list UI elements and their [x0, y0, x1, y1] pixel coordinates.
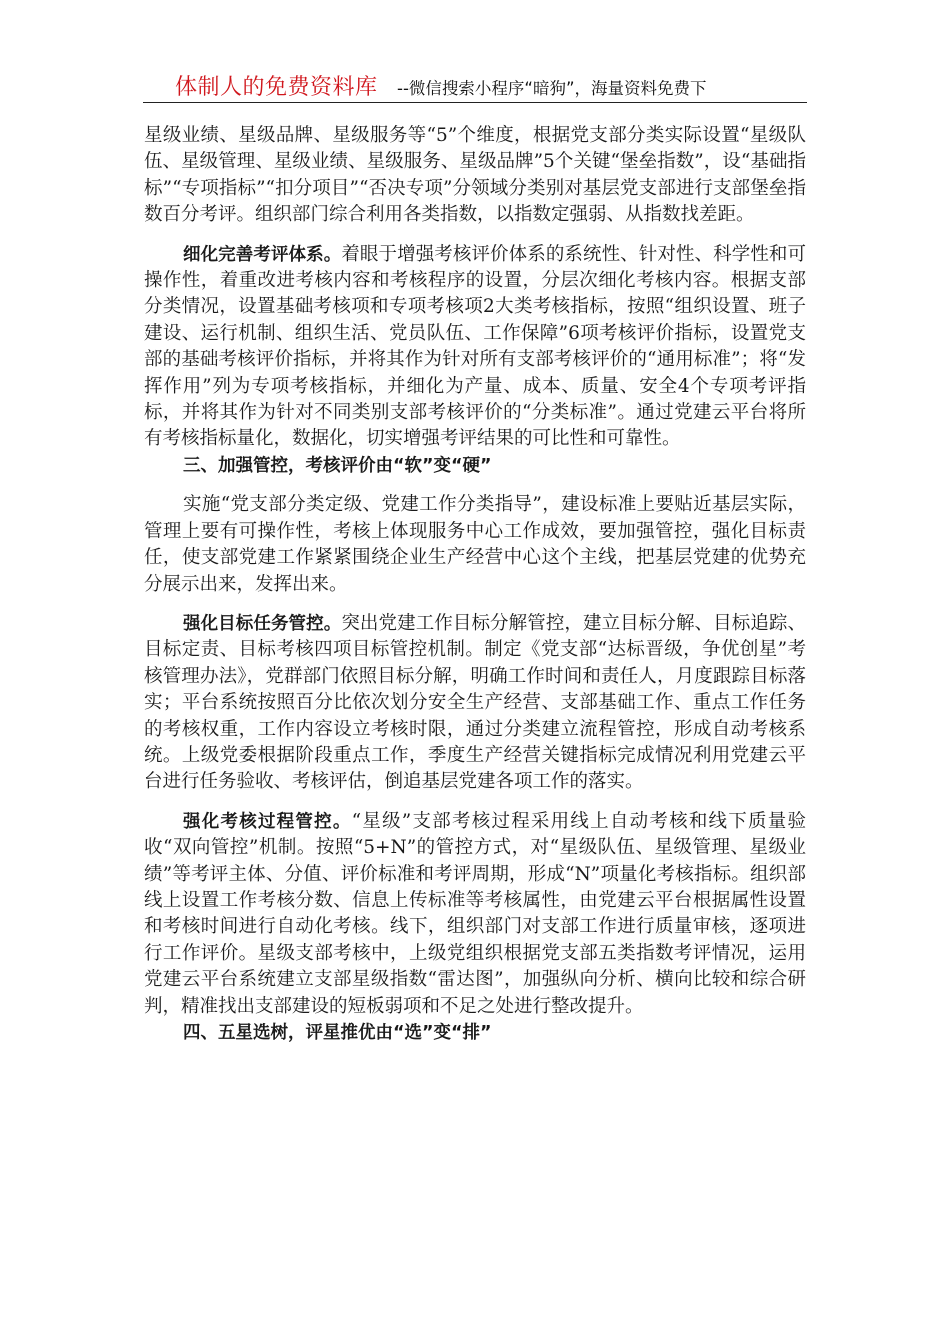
- paragraph-lead-heading: 强化考核过程管控。: [183, 811, 352, 832]
- paragraph-target-task-control: [144, 611, 806, 796]
- section-heading-3: 三、加强管控，考核评价由“软”变“硬”: [183, 455, 492, 476]
- header-brand-title: 体制人的免费资料库: [175, 75, 378, 100]
- paragraph-text: 实施“党支部分类定级、党建工作分类指导”，建设标准上要贴近基层实际，管理上要有可操作性，考核上体现服务中心工作成效，要加强管控，强化目标责任，使支部党建工作紧紧围绕企业生产经营中心这个主线，把基层党建的优势充分展示出来，发挥出来。: [144, 494, 806, 595]
- section-heading-4: 四、五星选树，评星推优由“选”变“排”: [183, 1023, 492, 1043]
- paragraph-text: 着眼于增强考核评价体系的系统性、针对性、科学性和可操作性，着重改进考核内容和考核程序的设置，分层次细化考核内容。根据支部分类情况，设置基础考核项和专项考核项2大类考核指标，按照“组织设置、班子建设、运行机制、组织生活、党员队伍、工作保障”6项考核评价指标，设置党支部的基础考核评价指标，并将其作为针对所有支部考核评价的“通用标准”；将“发挥作用”列为专项考核指标，并细化为产量、成本、质量、安全4个专项考评指标，并将其作为针对不同类别支部考核评价的“分类标准”。通过党建云平台将所有考核指标量化，数据化，切实增强考评结果的可比性和可靠性。: [144, 243, 807, 450]
- paragraph-refine-evaluation-system: [144, 242, 806, 453]
- document-body: [144, 123, 806, 1046]
- paragraph-text: “星级”支部考核过程采用线上自动考核和线下质量验收“双向管控”机制。按照“5+N”的管控方式，对“星级队伍、星级管理、星级业绩”等考评主体、分值、评价标准和考评周期，形成“N”项量化考核指标。组织部线上设置工作考核分数、信息上传标准等考核属性，由党建云平台根据属性设置和考核时间进行自动化考核。线下，组织部门对支部工作进行质量审核，逐项进行工作评价。星级支部考核中，上级党组织根据党支部五类指数考评情况，运用党建云平台系统建立支部星级指数“雷达图”，加强纵向分析、横向比较和综合研判，精准找出支部建设的短板弱项和不足之处进行整改提升。: [144, 810, 807, 1017]
- paragraph-star-dimensions: [144, 123, 806, 229]
- paragraph-lead-heading: 强化目标任务管控。: [183, 613, 342, 634]
- paragraph-text: 星级业绩、星级品牌、星级服务等“5”个维度，根据党支部分类实际设置“星级队伍、星级管理、星级业绩、星级服务、星级品牌”5个关键“堡垒指数”，设“基础指标”“专项指标”“扣分项目”“否决专项”分领域分类别对基层党支部进行支部堡垒指数百分考评。组织部门综合利用各类指数，以指数定强弱、从指数找差距。: [144, 125, 806, 226]
- paragraph-lead-heading: 细化完善考评体系。: [183, 244, 342, 265]
- paragraph-process-control: [144, 809, 806, 1020]
- paragraph-branch-classification: [144, 492, 806, 598]
- header-tagline: --微信搜索小程序“暗狗”，海量资料免费下: [397, 79, 707, 98]
- page-header: [143, 66, 807, 103]
- paragraph-text: 突出党建工作目标分解管控，建立目标分解、目标追踪、目标定责、目标考核四项目标管控机制。制定《党支部“达标晋级，争优创星”考核管理办法》，党群部门依照目标分解，明确工作时间和责任人，月度跟踪目标落实；平台系统按照百分比依次划分安全生产经营、支部基础工作、重点工作任务的考核权重，工作内容设立考核时限，通过分类建立流程管控，形成自动考核系统。上级党委根据阶段重点工作，季度生产经营关键指标完成情况利用党建云平台进行任务验收、考核评估，倒追基层党建各项工作的落实。: [144, 612, 807, 793]
